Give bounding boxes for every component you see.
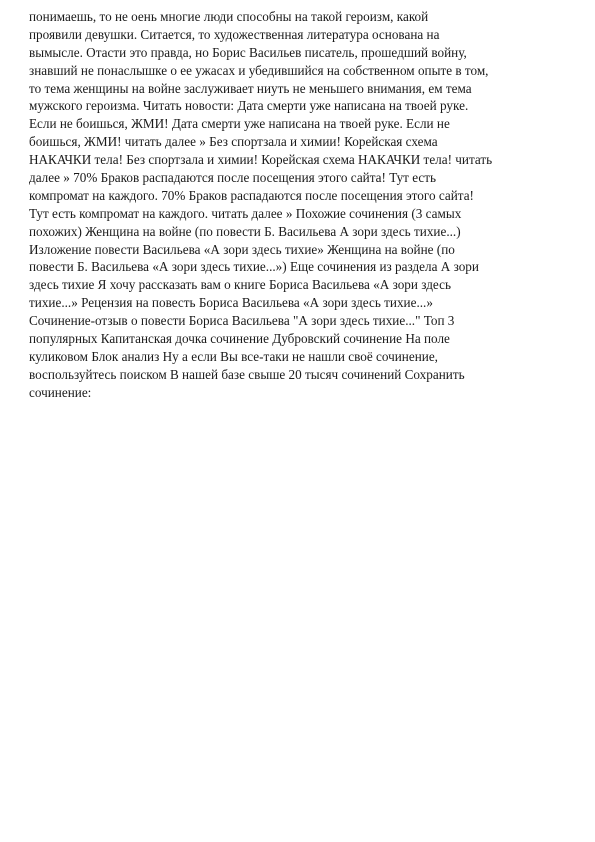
text-line: сочинение: (29, 384, 92, 400)
text-line: мужского героизма. Читать новости: Дата смерти уже написана на твоей руке. (29, 98, 469, 114)
text-line: похожих) Женщина на войне (по повести Б. Васильева А зори здесь тихие...) (29, 223, 461, 239)
text-line: боишься, ЖМИ! читать далее » Без спортзала и химии! Корейская схема (29, 134, 438, 150)
text-line: повести Б. Васильева «А зори здесь тихие...») Еще сочинения из раздела А зори (29, 259, 479, 275)
text-line: здесь тихие Я хочу рассказать вам о книге Бориса Васильева «А зори здесь (29, 277, 451, 293)
text-line: популярных Капитанская дочка сочинение Дубровский сочинение На поле (29, 331, 450, 347)
text-line: НАКАЧКИ тела! Без спортзала и химии! Корейская схема НАКАЧКИ тела! читать (29, 152, 493, 168)
text-line: далее » 70% Браков распадаются после посещения этого сайта! Тут есть (29, 170, 437, 186)
text-line: Сочинение-отзыв о повести Бориса Васильева "А зори здесь тихие..." Топ 3 (29, 313, 455, 329)
text-line: куликовом Блок анализ Ну а если Вы все-таки не нашли своё сочинение, (29, 348, 438, 364)
text-line: компромат на каждого. 70% Браков распадаются после посещения этого сайта! (29, 187, 474, 203)
text-line: то тема женщины на войне заслуживает ниуть не меньшего внимания, ем тема (29, 80, 472, 96)
text-line: проявили девушки. Ситается, то художественная литература основана на (29, 26, 440, 42)
text-line: Тут есть компромат на каждого. читать далее » Похожие сочинения (3 самых (29, 205, 462, 221)
text-line: понимаешь, то не оень многие люди способны на такой героизм, какой (29, 9, 429, 24)
text-line: знавший не понаслышке о ее ужасах и убедившийся на собственном опыте в том, (29, 62, 489, 78)
text-line: вымысле. Отасти это правда, но Борис Васильев писатель, прошедший войну, (29, 44, 467, 60)
text-line: тихие...» Рецензия на повесть Бориса Васильева «А зори здесь тихие...» (29, 295, 433, 311)
text-line: воспользуйтесь поиском В нашей базе свыше 20 тысяч сочинений Сохранить (29, 366, 465, 382)
body-text (29, 8, 571, 402)
text-line: Если не боишься, ЖМИ! Дата смерти уже написана на твоей руке. Если не (29, 116, 450, 132)
text-line: Изложение повести Васильева «А зори здесь тихие» Женщина на войне (по (29, 241, 455, 257)
